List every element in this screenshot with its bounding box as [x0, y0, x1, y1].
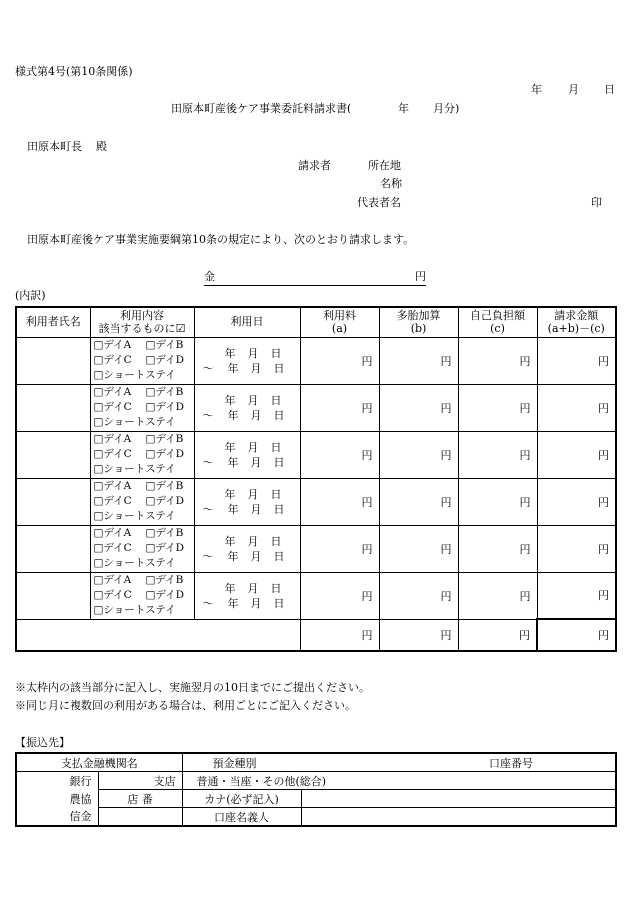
option-day-c[interactable]: □デイC [93, 589, 132, 601]
header-fee: 利用料 (a) [300, 307, 379, 337]
option-short-stay[interactable]: □ショートステイ [93, 510, 176, 522]
bank-type-shinkin[interactable]: 信金 [16, 808, 98, 827]
table-row [16, 431, 616, 478]
option-day-a[interactable]: □デイA [93, 574, 132, 586]
bank-table [15, 752, 617, 827]
option-day-b[interactable]: □デイB [145, 433, 184, 445]
header-use-date: 利用日 [194, 307, 300, 337]
header-claim-amount: 請求金額 (a+b)－(c) [537, 307, 616, 337]
name-label: 名称 [380, 177, 402, 190]
date-month-label: 月 [568, 83, 579, 96]
branch-label[interactable]: 支店 [98, 772, 182, 790]
address-label: 所在地 [368, 159, 401, 172]
option-day-d[interactable]: □デイD [145, 542, 185, 554]
table-row [16, 337, 616, 384]
holder-field[interactable] [301, 808, 616, 827]
user-name-cell[interactable] [16, 572, 90, 619]
breakdown-table [15, 306, 617, 652]
total-self-cell[interactable]: 円 [458, 619, 537, 651]
seal-mark: 印 [591, 196, 602, 209]
option-day-c[interactable]: □デイC [93, 448, 132, 460]
amount-label: 金 [204, 270, 215, 283]
option-short-stay[interactable]: □ショートステイ [93, 557, 176, 569]
bank-row-1 [16, 772, 616, 790]
fee-cell[interactable]: 円 [300, 337, 379, 384]
use-date-cell[interactable]: 年 月 日 ～ 年 月 日 [194, 384, 300, 431]
table-row [16, 572, 616, 619]
option-day-a[interactable]: □デイA [93, 433, 132, 445]
breakdown-label: (内訳) [15, 289, 46, 302]
claim-amount-cell[interactable]: 円 [537, 525, 616, 572]
claim-amount-cell[interactable]: 円 [537, 572, 616, 619]
fee-cell[interactable]: 円 [300, 572, 379, 619]
table-row [16, 525, 616, 572]
fee-cell[interactable]: 円 [300, 478, 379, 525]
table-row [16, 384, 616, 431]
total-claim-cell[interactable]: 円 [537, 619, 616, 651]
fee-cell[interactable]: 円 [300, 525, 379, 572]
user-name-cell[interactable] [16, 337, 90, 384]
option-day-d[interactable]: □デイD [145, 448, 185, 460]
option-day-c[interactable]: □デイC [93, 495, 132, 507]
self-pay-cell[interactable]: 円 [458, 384, 537, 431]
document-title: 田原本町産後ケア事業委託料請求書( [171, 102, 352, 115]
branch-number-label[interactable]: 店 番 [98, 790, 182, 808]
total-amount-field[interactable] [204, 271, 426, 286]
option-day-a[interactable]: □デイA [93, 527, 132, 539]
user-name-cell[interactable] [16, 525, 90, 572]
multi-birth-cell[interactable]: 円 [379, 337, 458, 384]
date-year-label: 年 [531, 83, 542, 96]
bank-row-2 [16, 790, 616, 808]
table-row [16, 478, 616, 525]
option-day-b[interactable]: □デイB [145, 339, 184, 351]
use-date-cell[interactable]: 年 月 日 ～ 年 月 日 [194, 525, 300, 572]
content-options [90, 525, 194, 572]
tilde-mark: ～ [202, 455, 214, 469]
option-short-stay[interactable]: □ショートステイ [93, 604, 176, 616]
date-day-label: 日 [604, 83, 615, 96]
self-pay-cell[interactable]: 円 [458, 525, 537, 572]
option-day-d[interactable]: □デイD [145, 589, 185, 601]
claim-amount-cell[interactable]: 円 [537, 478, 616, 525]
option-day-b[interactable]: □デイB [145, 527, 184, 539]
deposit-options[interactable]: 普通・当座・その他(総合) [182, 772, 616, 790]
table-header-row [16, 307, 616, 337]
fee-cell[interactable]: 円 [300, 384, 379, 431]
option-day-c[interactable]: □デイC [93, 354, 132, 366]
multi-birth-cell[interactable]: 円 [379, 525, 458, 572]
user-name-cell[interactable] [16, 431, 90, 478]
statement-text: 田原本町産後ケア事業実施要綱第10条の規定により、次のとおり請求します。 [27, 233, 415, 246]
bank-section-label: 【振込先】 [15, 736, 70, 749]
claim-amount-cell[interactable]: 円 [537, 431, 616, 478]
bank-header-account: 口座番号 [489, 756, 533, 770]
content-options [90, 431, 194, 478]
option-day-c[interactable]: □デイC [93, 542, 132, 554]
total-multi-cell[interactable]: 円 [379, 619, 458, 651]
bank-type-bank[interactable]: 銀行 [16, 772, 98, 790]
content-options [90, 384, 194, 431]
content-options [90, 572, 194, 619]
multi-birth-cell[interactable]: 円 [379, 384, 458, 431]
title-month-label: 月分) [433, 102, 460, 115]
bank-header-row [16, 753, 616, 772]
honorific: 殿 [96, 140, 107, 153]
total-row [16, 619, 616, 651]
tilde-mark: ～ [202, 502, 214, 516]
use-date-cell[interactable]: 年 月 日 ～ 年 月 日 [194, 572, 300, 619]
kana-field[interactable] [301, 790, 616, 808]
option-short-stay[interactable]: □ショートステイ [93, 369, 176, 381]
tilde-mark: ～ [202, 549, 214, 563]
branch-number-field[interactable] [98, 808, 182, 827]
multi-birth-cell[interactable]: 円 [379, 478, 458, 525]
use-date-cell[interactable]: 年 月 日 ～ 年 月 日 [194, 431, 300, 478]
option-day-a[interactable]: □デイA [93, 386, 132, 398]
bank-header-institution: 支払金融機関名 [16, 753, 182, 772]
form-number: 様式第4号(第10条関係) [15, 65, 133, 78]
holder-label: 口座名義人 [182, 808, 301, 827]
checkbox-checked-icon: ☑ [175, 322, 186, 336]
self-pay-cell[interactable]: 円 [458, 431, 537, 478]
self-pay-cell[interactable]: 円 [458, 337, 537, 384]
self-pay-cell[interactable]: 円 [458, 572, 537, 619]
bank-row-3 [16, 808, 616, 827]
fee-cell[interactable]: 円 [300, 431, 379, 478]
header-user-name: 利用者氏名 [16, 307, 90, 337]
tilde-mark: ～ [202, 361, 214, 375]
tilde-mark: ～ [202, 408, 214, 422]
option-day-d[interactable]: □デイD [145, 495, 185, 507]
tilde-mark: ～ [202, 596, 214, 610]
use-date-cell[interactable]: 年 月 日 ～ 年 月 日 [194, 478, 300, 525]
option-day-d[interactable]: □デイD [145, 354, 185, 366]
header-multiple-birth: 多胎加算 (b) [379, 307, 458, 337]
self-pay-cell[interactable]: 円 [458, 478, 537, 525]
option-day-b[interactable]: □デイB [145, 574, 184, 586]
header-self-pay: 自己負担額 (c) [458, 307, 537, 337]
content-options [90, 337, 194, 384]
user-name-cell[interactable] [16, 384, 90, 431]
header-content: 利用内容 該当するものに☑ [90, 307, 194, 337]
note-2: ※同じ月に複数回の利用がある場合は、利用ごとにご記入ください。 [15, 699, 356, 712]
claimant-label: 請求者 [298, 159, 331, 172]
representative-label: 代表者名 [357, 196, 401, 209]
option-short-stay[interactable]: □ショートステイ [93, 416, 176, 428]
kana-label: カナ(必ず記入) [182, 790, 301, 808]
option-day-a[interactable]: □デイA [93, 480, 132, 492]
content-options [90, 478, 194, 525]
bank-type-agri[interactable]: 農協 [16, 790, 98, 808]
note-1: ※太枠内の該当部分に記入し、実施翌月の10日までにご提出ください。 [15, 681, 370, 694]
user-name-cell[interactable] [16, 478, 90, 525]
use-date-cell[interactable]: 年 月 日 ～ 年 月 日 [194, 337, 300, 384]
addressee: 田原本町長 [27, 140, 82, 153]
option-short-stay[interactable]: □ショートステイ [93, 463, 176, 475]
total-blank-cell [16, 619, 300, 651]
amount-unit: 円 [415, 270, 426, 283]
title-year-label: 年 [398, 102, 409, 115]
option-day-d[interactable]: □デイD [145, 401, 185, 413]
option-day-c[interactable]: □デイC [93, 401, 132, 413]
option-day-a[interactable]: □デイA [93, 339, 132, 351]
multi-birth-cell[interactable]: 円 [379, 572, 458, 619]
bank-header-deposit: 預金種別 口座番号 [182, 753, 616, 772]
option-day-b[interactable]: □デイB [145, 480, 184, 492]
claim-amount-cell[interactable]: 円 [537, 337, 616, 384]
multi-birth-cell[interactable]: 円 [379, 431, 458, 478]
option-day-b[interactable]: □デイB [145, 386, 184, 398]
claim-amount-cell[interactable]: 円 [537, 384, 616, 431]
total-fee-cell[interactable]: 円 [300, 619, 379, 651]
